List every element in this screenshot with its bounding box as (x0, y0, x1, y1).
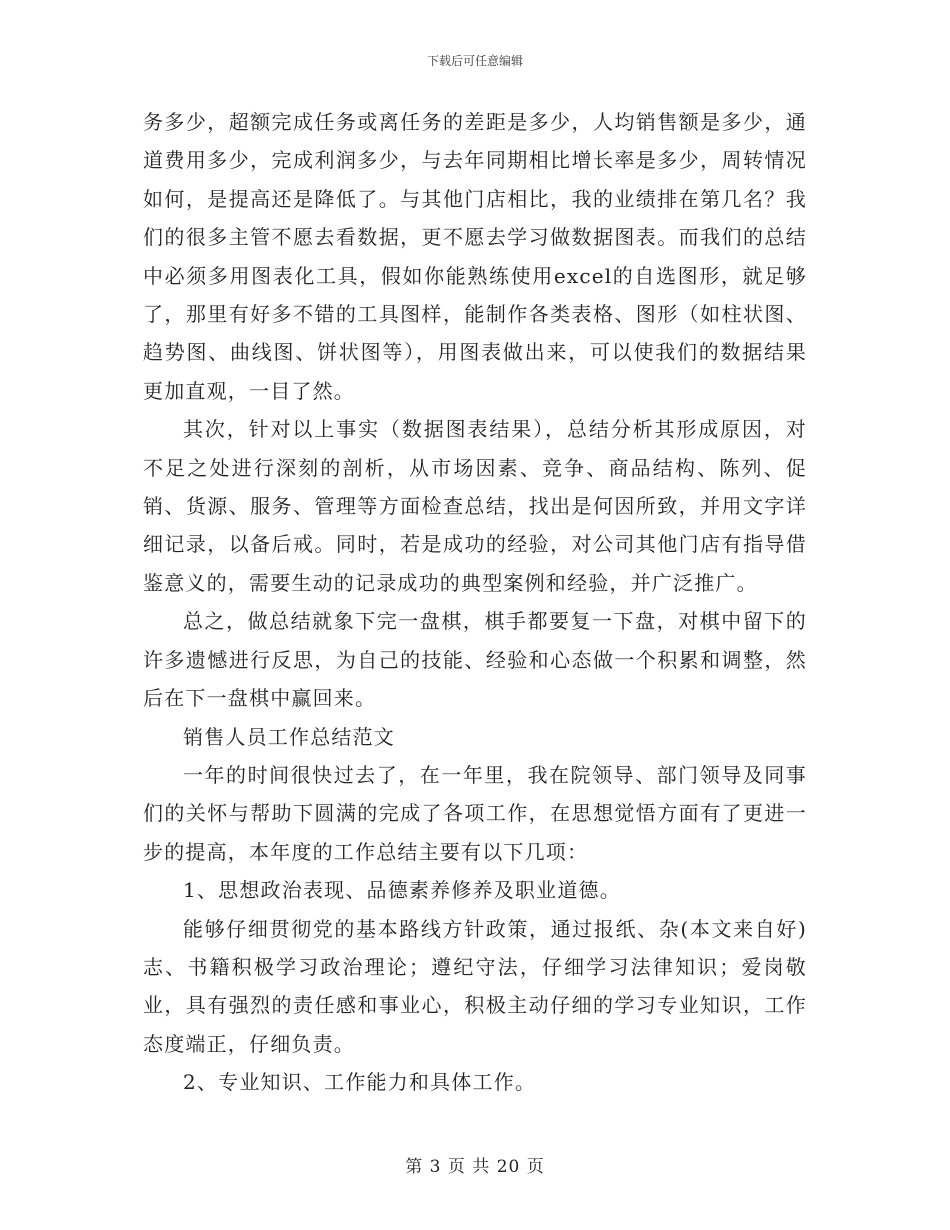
paragraph-cause-analysis: 其次，针对以上事实（数据图表结果），总结分析其形成原因，对不足之处进行深刻的剖析，从市场因素、竞争、商品结构、陈列、促销、货源、服务、管理等方面检查总结，找出是何因所致，并用文字详细记录，以备后戒。同时，若是成功的经验，对公司其他门店有指导借鉴意义的，需要生动的记录成功的典型案例和经验，并广泛推广。 (143, 417, 807, 595)
document-body (143, 103, 807, 1102)
paragraph-conclusion: 总之，做总结就象下完一盘棋，棋手都要复一下盘，对棋中留下的许多遗憾进行反思，为自己的技能、经验和心态做一个积累和调整，然后在下一盘棋中赢回来。 (143, 609, 807, 711)
item-heading-2: 2、专业知识、工作能力和具体工作。 (183, 1070, 537, 1095)
page-header: 下载后可任意编辑 (426, 54, 523, 68)
paragraph-intro: 一年的时间很快过去了，在一年里，我在院领导、部门领导及同事们的关怀与帮助下圆满的完成了各项工作，在思想觉悟方面有了更进一步的提高，本年度的工作总结主要有以下几项： (143, 762, 807, 864)
page-footer: 第 3 页 共 20 页 (405, 1157, 545, 1177)
paragraph-item-1: 能够仔细贯彻党的基本路线方针政策，通过报纸、杂(本文来自好)志、书籍积极学习政治理论；遵纪守法，仔细学习法律知识；爱岗敬业，具有强烈的责任感和事业心，积极主动仔细的学习专业知识，工作态度端正，仔细负责。 (143, 916, 807, 1056)
item-heading-1: 1、思想政治表现、品德素养修养及职业道德。 (183, 878, 621, 903)
section-title: 销售人员工作总结范文 (183, 724, 395, 749)
paragraph-data-summary: 务多少，超额完成任务或离任务的差距是多少，人均销售额是多少，通道费用多少，完成利润多少，与去年同期相比增长率是多少，周转情况如何，是提高还是降低了。与其他门店相比，我的业绩排在第几名？我们的很多主管不愿去看数据，更不愿去学习做数据图表。而我们的总结中必须多用图表化工具，假如你能熟练使用excel的自选图形，就足够了，那里有好多不错的工具图样，能制作各类表格、图形（如柱状图、趋势图、曲线图、饼状图等），用图表做出来，可以使我们的数据结果更加直观，一目了然。 (143, 110, 807, 403)
